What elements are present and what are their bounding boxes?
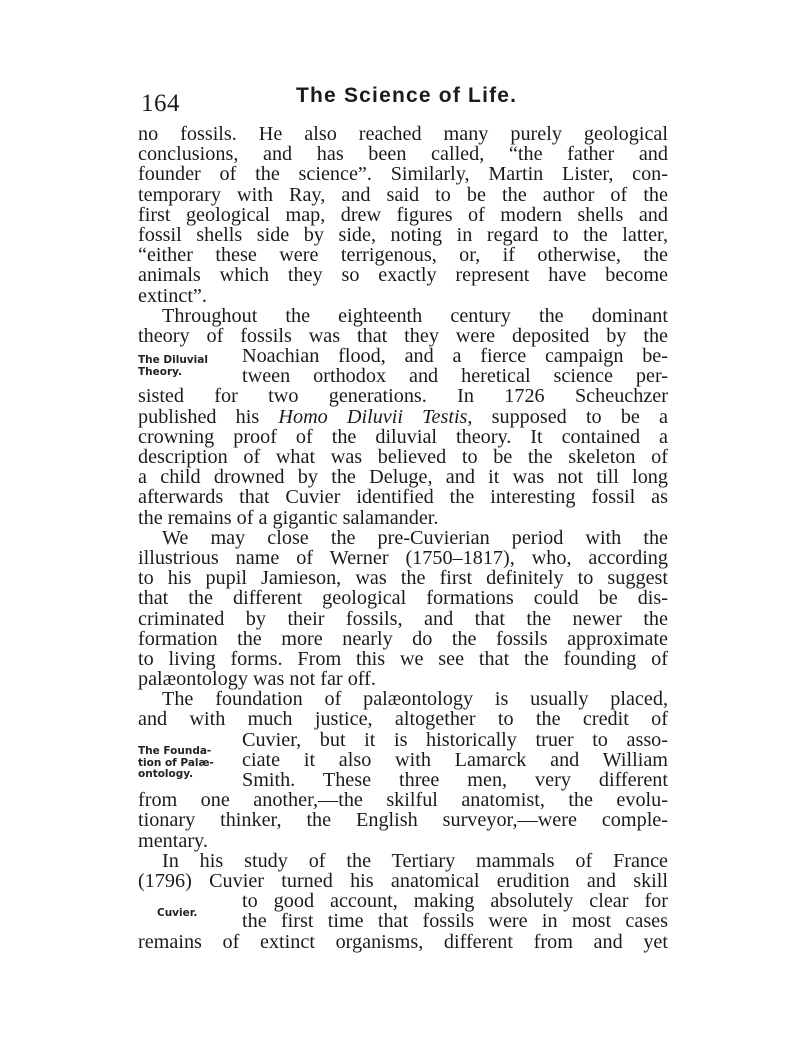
- text-line: Throughout the eighteenth century the dominant: [162, 304, 668, 327]
- text-line: formation the more nearly do the fossils approximate: [138, 627, 668, 650]
- text-line: the first time that fossils were in most cases: [242, 910, 668, 933]
- side-note-diluvial-theory: The Diluvial Theory.: [138, 354, 208, 378]
- text-line: extinct”.: [138, 284, 207, 307]
- text-line: (1796) Cuvier turned his anatomical erudition and skill: [138, 869, 668, 892]
- text-line: animals which they so exactly represent have become: [138, 264, 668, 287]
- text-line: criminated by their fossils, and that the newer the: [138, 607, 668, 630]
- text-line: published his Homo Diluvii Testis, supposed to be a: [138, 405, 668, 428]
- text-line: tween orthodox and heretical science per-: [242, 365, 668, 388]
- text-line: to good account, making absolutely clear for: [242, 890, 668, 913]
- text-line: In his study of the Tertiary mammals of France: [162, 849, 668, 872]
- book-title-italic: Homo Diluvii Testis: [278, 405, 468, 428]
- text-line: remains of extinct organisms, different from and yet: [138, 930, 668, 953]
- text-line: illustrious name of Werner (1750–1817), who, according: [138, 546, 668, 569]
- text-line: temporary with Ray, and said to be the author of the: [138, 183, 668, 206]
- text-line: The foundation of palæontology is usually placed,: [162, 688, 668, 711]
- text-line: description of what was believed to be the skeleton of: [138, 446, 668, 468]
- page-number: 164: [141, 90, 180, 117]
- text-line: Noachian flood, and a fierce campaign be-: [242, 345, 668, 368]
- side-note-foundation-of-palaeontology: The Founda- tion of Palæ- ontology.: [138, 745, 214, 780]
- text-line: palæontology was not far off.: [138, 668, 376, 691]
- text-line: afterwards that Cuvier identified the interesting fossil as: [138, 486, 668, 509]
- text-line: tionary thinker, the English surveyor,—were comple-: [138, 809, 668, 832]
- text-line: to living forms. From this we see that the founding of: [138, 647, 668, 670]
- text-line: Smith. These three men, very different: [242, 769, 668, 791]
- text-line: and with much justice, altogether to the credit of: [138, 708, 668, 731]
- text-line: conclusions, and has been called, “the father and: [138, 143, 668, 166]
- text-line: “either these were terrigenous, or, if otherwise, the: [138, 244, 668, 267]
- body-text: [138, 124, 668, 952]
- text-line: first geological map, drew figures of modern shells and: [138, 203, 668, 226]
- text-line: that the different geological formations could be dis-: [138, 587, 668, 610]
- text-line: mentary.: [138, 829, 208, 852]
- text-line: fossil shells side by side, noting in regard to the latter,: [138, 223, 668, 246]
- side-note-cuvier: Cuvier.: [157, 907, 198, 919]
- text-line: to his pupil Jamieson, was the first definitely to suggest: [138, 567, 668, 590]
- text-line: crowning proof of the diluvial theory. It contained a: [138, 425, 668, 448]
- text-line: theory of fossils was that they were deposited by the: [138, 324, 668, 347]
- text-line: ciate it also with Lamarck and William: [242, 748, 668, 771]
- text-line: Cuvier, but it is historically truer to asso-: [242, 728, 668, 751]
- text-line: founder of the science”. Similarly, Martin Lister, con-: [138, 163, 668, 186]
- text-line: from one another,—the skilful anatomist, the evolu-: [138, 789, 668, 812]
- text-line: sisted for two generations. In 1726 Scheuchzer: [138, 385, 668, 408]
- running-title: The Science of Life.: [296, 84, 518, 107]
- text-line: the remains of a gigantic salamander.: [138, 506, 439, 529]
- text-line: a child drowned by the Deluge, and it was not till long: [138, 466, 668, 489]
- text-line: We may close the pre-Cuvierian period with the: [162, 526, 668, 549]
- text-line: no fossils. He also reached many purely geological: [138, 123, 668, 145]
